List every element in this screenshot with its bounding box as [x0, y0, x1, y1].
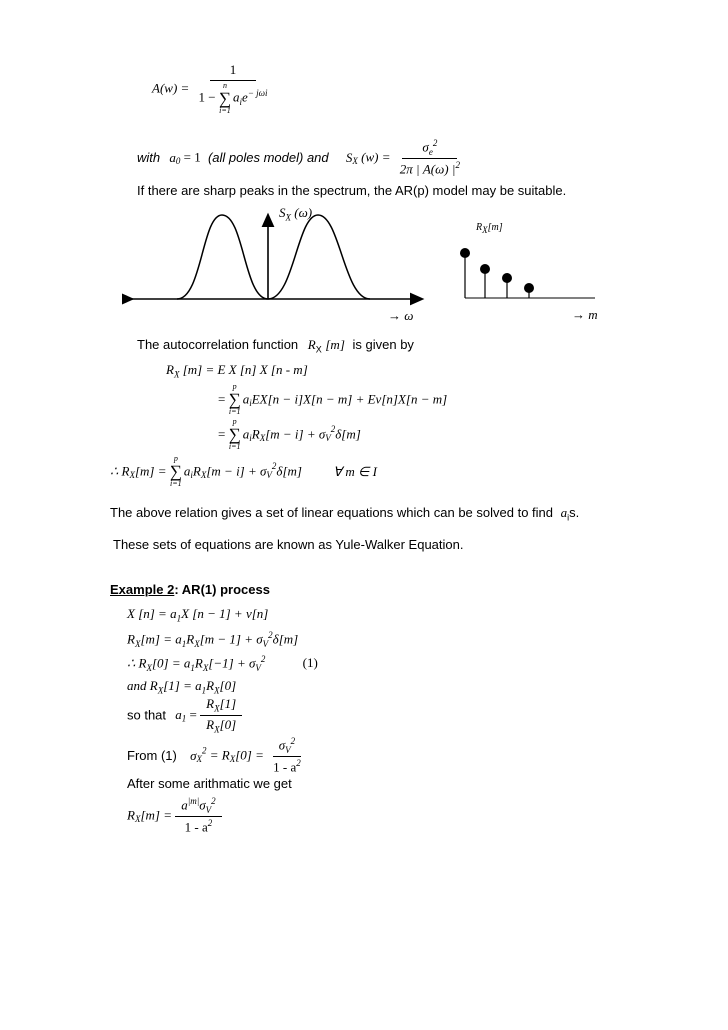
ex-l8-num-sig: σ — [199, 797, 206, 813]
spectrum-ylabel-sub: X — [285, 212, 291, 223]
ex-l8-num-exp: |m| — [187, 796, 200, 806]
ex-l8-num — [175, 796, 221, 817]
line-with-a0 — [137, 138, 466, 177]
spectral-den — [394, 159, 466, 177]
example-line-4 — [127, 678, 236, 696]
ex-l3-a-sub: 1 — [190, 662, 195, 673]
eq3-tail1: [m − i] + σ — [265, 426, 326, 442]
eq3-sigma: ∑ — [228, 425, 241, 444]
eq4-sum-top: p — [173, 454, 178, 463]
spectrum-ylabel-arg: (ω) — [294, 205, 313, 220]
example-line-1 — [127, 606, 268, 624]
sigma-e: σ — [422, 139, 429, 155]
ex-l5-eq: = — [189, 707, 197, 723]
ex-l8-num-a: a — [181, 797, 188, 813]
autocorr-x-label: → m — [572, 307, 598, 322]
ex-l1: X [n] = a — [127, 606, 177, 621]
ex-l5-den-sub: X — [214, 724, 220, 735]
eq-a-denominator — [193, 81, 274, 115]
ex-l2-sig-sup: 2 — [268, 630, 273, 640]
eq3-pre: = — [218, 426, 226, 442]
ex-l2: R — [127, 631, 135, 647]
autocorr-arg: [m] — [325, 337, 345, 352]
example-label: Example 2 — [110, 582, 175, 597]
autocorr-y-label — [476, 222, 503, 235]
ex-l5-den-rest: [0] — [219, 716, 237, 732]
eq-a-e: e — [242, 89, 248, 105]
example-heading — [110, 582, 270, 597]
ex-l3-sig-sub: V — [255, 662, 261, 673]
ex-l5-a-sub: 1 — [181, 713, 187, 724]
ex-l3-a: [0] = a — [151, 655, 191, 671]
ex-l2-a: [m] = a — [140, 631, 182, 647]
sigma-e-sub: e — [428, 146, 433, 157]
ex-l3-sig-sup: 2 — [260, 654, 266, 664]
ex-l2-sig-sub: V — [262, 638, 269, 649]
sentence-autocorr — [137, 337, 414, 355]
example-line-6 — [127, 736, 307, 775]
example-line-7: After some arithmatic we get — [127, 776, 292, 791]
S-arg: (w) = — [361, 149, 391, 165]
sentence-yule-walker: These sets of equations are known as Yule-Walker Equation. — [113, 537, 464, 552]
linear-sub: i — [567, 512, 570, 523]
eq3-R-sub: X — [259, 433, 266, 444]
eq-a-sum — [219, 82, 231, 115]
all-poles-text: (all poles model) and — [207, 150, 329, 166]
ex-l6-den-sup: 2 — [296, 757, 301, 768]
eq-a-numerator: 1 — [210, 62, 257, 81]
eq4-sig-sub: V — [266, 470, 272, 481]
example-line-2 — [127, 630, 298, 649]
eq2-a: a — [242, 391, 250, 407]
ex-l8-den — [179, 817, 219, 835]
ex-l8-fraction — [175, 796, 221, 835]
ex-l3-sub: X — [146, 662, 152, 673]
eq4-sum — [170, 455, 182, 488]
ex-l6-den — [267, 757, 307, 775]
ex-l6-mid-sub: X — [229, 754, 236, 765]
eq4-R-sub: X — [200, 470, 207, 481]
spectrum-plot — [122, 205, 442, 325]
eq3-R: R — [251, 426, 260, 442]
ex-l4-R: R — [206, 678, 215, 693]
ex-l3-number: (1) — [302, 655, 318, 671]
eq-a-fraction — [193, 62, 274, 115]
ex-l6-den-text: 1 - a — [273, 759, 297, 775]
eq4-tail2: δ[m] — [276, 463, 302, 479]
ex-l6-mid: = R — [209, 747, 230, 763]
ex-l2-tail: δ[m] — [272, 631, 299, 647]
spectrum-y-label — [279, 205, 312, 223]
linear-post: s. — [569, 505, 580, 520]
ex-l6-num — [273, 736, 301, 757]
ex-l8-mid: [m] = — [140, 807, 172, 823]
eq3-sum-top: p — [232, 417, 237, 426]
S-symbol: S — [345, 149, 353, 165]
spectral-den-sup: 2 — [455, 159, 460, 170]
ex-l4-a-sub: 1 — [201, 685, 207, 696]
eq3-sum — [229, 418, 241, 451]
linear-sym: a — [560, 505, 568, 520]
spectrum-x-label: → ω — [388, 308, 414, 323]
eq4-sig-sup: 2 — [271, 461, 277, 472]
autocorr-sym: R — [307, 337, 316, 352]
spectrum-ylabel-S: S — [279, 205, 286, 220]
eq2-tail: EX[n − i]X[n − m] + Ev[n]X[n − m] — [251, 391, 448, 407]
ex-l5-den-R: R — [206, 716, 215, 732]
ex-l5-a: a — [175, 707, 182, 723]
eq3-sig-sub: V — [325, 433, 331, 444]
eq2-pre: = — [218, 391, 226, 407]
ex-l3-rest: [−1] + σ — [208, 655, 256, 671]
example-line-8 — [127, 796, 222, 835]
ex-l5-fraction — [200, 696, 242, 734]
ex-l4-sub: X — [157, 685, 164, 696]
eq2-sum — [229, 383, 241, 416]
eq4-R: R — [192, 463, 201, 479]
eq1-rest: [m] = E X [n] X [n - m] — [182, 362, 308, 377]
ex-l4-R-sub: X — [214, 685, 220, 696]
ex-l5-pre: so that — [127, 707, 167, 723]
eq3-a: a — [242, 426, 250, 442]
sum-top: n — [222, 81, 227, 90]
stem-2-head — [502, 273, 512, 283]
eq2-sum-bottom: i=1 — [228, 407, 241, 416]
eq4-a: a — [183, 463, 191, 479]
ex-l4: and R — [127, 678, 158, 693]
ex-l6-sig: σ — [190, 747, 197, 763]
stem-1-head — [480, 264, 490, 274]
spectral-num — [402, 138, 457, 159]
eq-a-term: a — [233, 89, 240, 105]
spectral-den-text: 2π | A(ω) | — [399, 161, 456, 177]
ex-l6-num-sup: 2 — [290, 736, 296, 746]
ex-l5-num-R: R — [206, 696, 215, 711]
eq1-sub: X — [173, 369, 180, 380]
ex-l2-a-sub: 1 — [181, 638, 187, 649]
autocorr-ylabel-sub: X — [482, 225, 488, 235]
eq-a-den-pre: 1 − — [198, 89, 216, 105]
spectrum-curve — [177, 212, 370, 299]
equation-3 — [218, 418, 361, 451]
eq4-mid: [m] = — [134, 463, 167, 479]
autocorr-ylabel-R: R — [476, 222, 483, 233]
example-line-3 — [127, 654, 318, 673]
ex-l1-sub: 1 — [176, 613, 182, 624]
a0-sub: 0 — [175, 156, 181, 167]
ex-l6-sig-sup: 2 — [202, 745, 207, 756]
eq2-sigma: ∑ — [228, 390, 241, 409]
ex-l6-mid-rest: [0] = — [235, 747, 264, 763]
ex-l6-fraction — [267, 736, 307, 775]
ex-l5-num-sub: X — [214, 703, 220, 714]
ex-l2-sub: X — [134, 638, 141, 649]
ex-l5-den — [200, 716, 242, 735]
example-line-5 — [127, 696, 242, 734]
stem-3-head — [524, 283, 534, 293]
sum-bottom: i=1 — [219, 106, 231, 115]
ex-l4-rest: [0] — [219, 678, 237, 693]
ex-l2-R-sub: X — [194, 638, 200, 649]
autocorr-sub: X — [315, 344, 322, 355]
eq3-sum-bottom: i=1 — [228, 442, 241, 451]
ex-l5-num — [200, 696, 242, 716]
spectral-fraction — [394, 138, 466, 177]
ex-l1-rest: X [n − 1] + v[n] — [181, 606, 269, 621]
ex-l5-num-rest: [1] — [219, 696, 237, 711]
ex-l6-num-sig: σ — [278, 737, 286, 753]
eq4-a-sub: i — [190, 470, 193, 481]
eq2-sum-top: p — [232, 382, 237, 391]
eq3-sig-sup: 2 — [330, 424, 336, 435]
ex-l6-num-sub: V — [285, 744, 291, 755]
ex-l8-num-sig-sub: V — [205, 804, 212, 815]
example-rest: : AR(1) process — [174, 582, 270, 597]
ex-l6-sig-sub: X — [196, 754, 203, 765]
with-word: with — [137, 150, 161, 166]
autocorr-ylabel-arg: [m] — [487, 222, 503, 233]
sentence-linear-equations — [110, 505, 579, 523]
autocorr-post: is given by — [352, 337, 414, 352]
ex-l8-den-text: 1 - a — [184, 819, 208, 835]
ex-l8-R: R — [127, 807, 135, 823]
ex-l3-R: R — [194, 655, 203, 671]
eq-a-term-sub: i — [239, 97, 243, 108]
S-sub: X — [352, 156, 358, 167]
equation-2 — [218, 383, 447, 416]
ex-l3: ∴ R — [127, 655, 147, 671]
ex-l8-sub: X — [134, 814, 141, 825]
ex-l8-num-sig-sup: 2 — [211, 796, 216, 806]
ex-l4-a: [1] = a — [163, 678, 202, 693]
eq4-pre: ∴ R — [110, 463, 130, 479]
eq4-tail1: [m − i] + σ — [206, 463, 267, 479]
equation-A-of-w — [152, 62, 274, 115]
eq2-a-sub: i — [249, 398, 252, 409]
eq4-sigma: ∑ — [169, 462, 182, 481]
equation-4 — [110, 455, 377, 488]
eq4-sub: X — [129, 470, 135, 481]
eq-a-exp: − jωi — [247, 88, 268, 99]
equation-1 — [166, 362, 308, 380]
sentence-sharp-peaks: If there are sharp peaks in the spectrum, the AR(p) model may be suitable. — [137, 183, 567, 198]
eq4-sum-bottom: i=1 — [170, 479, 182, 488]
stem-0-head — [460, 248, 470, 258]
a0: a — [169, 149, 176, 165]
autocorr-pre: The autocorrelation function — [137, 337, 299, 352]
eq3-a-sub: i — [249, 433, 252, 444]
eq4-forall: ∀ m ∈ I — [333, 463, 377, 479]
a0-eq: = 1 — [183, 149, 201, 165]
linear-pre: The above relation gives a set of linear equations which can be solved to find — [110, 505, 553, 520]
sigma-e-sup: 2 — [432, 138, 438, 148]
eq3-tail2: δ[m] — [335, 426, 361, 442]
ex-l8-den-sup: 2 — [207, 817, 213, 828]
eq-a-lhs: A(w) = — [152, 80, 190, 96]
eq1-R: R — [166, 362, 174, 377]
sigma-symbol: ∑ — [218, 89, 232, 108]
ex-l2-R: R — [186, 631, 195, 647]
ex-l3-R-sub: X — [202, 662, 209, 673]
ex-l6-pre: From (1) — [127, 748, 177, 764]
ex-l2-rest: [m − 1] + σ — [199, 631, 263, 647]
